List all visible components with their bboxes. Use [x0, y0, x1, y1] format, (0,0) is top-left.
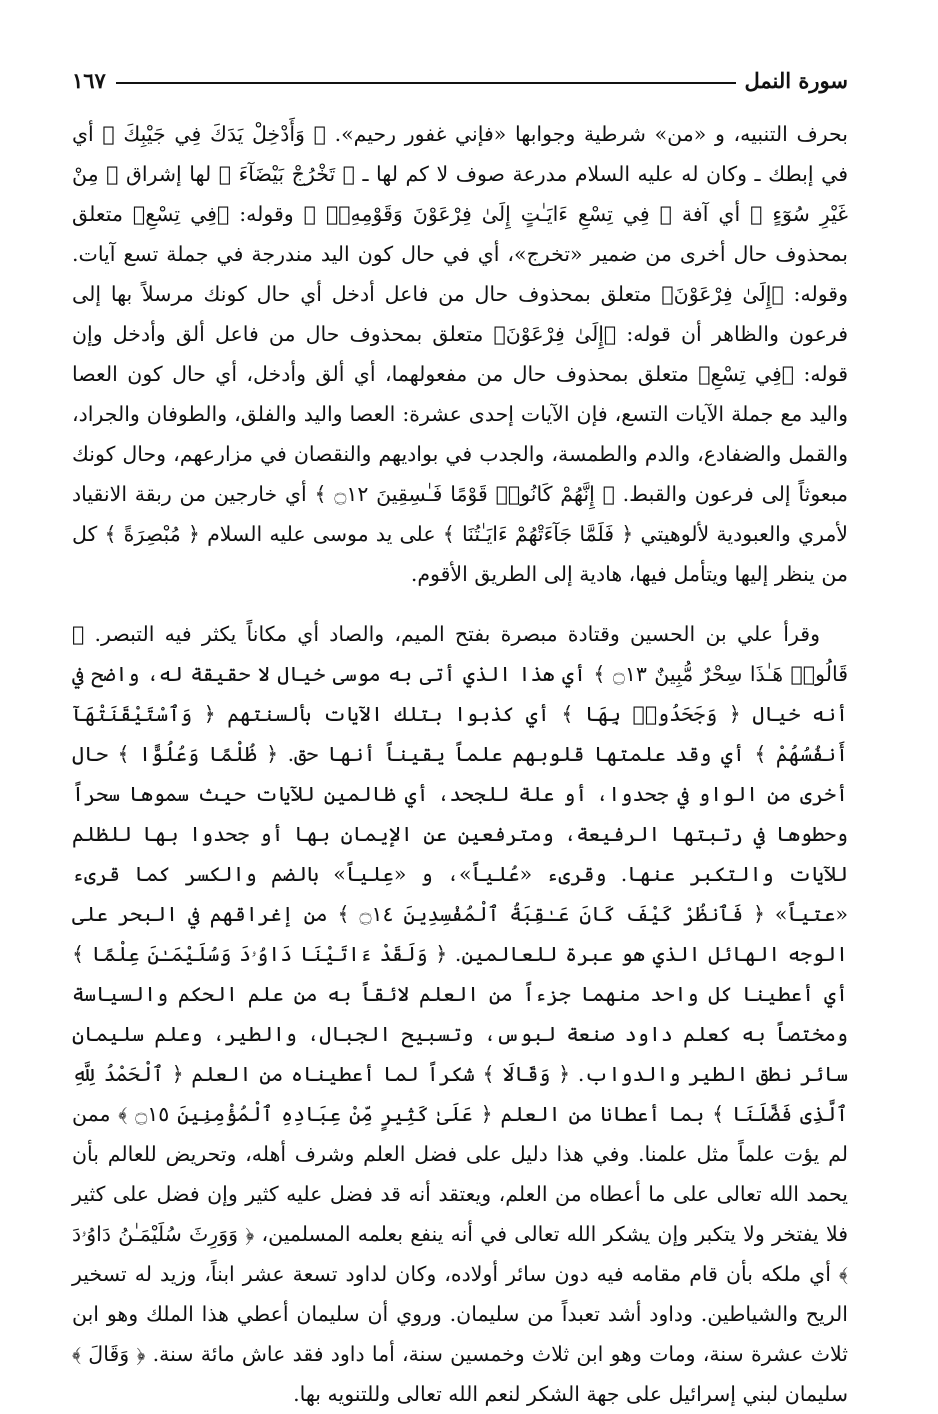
paragraph-2: وقرأ علي بن الحسين وقتادة مبصرة بفتح الميم، والصاد أي مكاناً يكثر فيه التبصر. ﴿ قَالُوا۟ هَـٰذَا سِحْرٌ مُّبِينٌ ۝١٣ ﴾ أي هذا الذي أتى به موسى خيال لا حقيقة له، واضح في أنه خيال ﴿ وَجَحَدُوا۟ بِهَا ﴾ أي كذبوا بتلك الآيات بألسنتهم ﴿ وَٱسْتَيْقَنَتْهَآ أَنفُسُهُمْ ﴾ أي وقد علمتها قلوبهم علماً يقيناً أنها حق. ﴿ ظُلْمًا وَعُلُوًّا ﴾ حال أخرى من الواو في جحدوا، أو علة للجحد، أي ظالمين للآيات حيث سموها سحراً وحطوها في رتبتها الرفيعة، ومترفعين عن الإيمان بها أو جحدوا بها للظلم للآيات والتكبر عنها. وقرىء «عُلياً»، و «عِلياً» بالضم والكسر كما قرىء «عتياً» ﴿ فَٱنظُرْ كَيْفَ كَانَ عَـٰقِبَةُ ٱلْمُفْسِدِينَ ۝١٤ ﴾ من إغراقهم في البحر على الوجه الهائل الذي هو عبرة للعالمين. ﴿ وَلَقَدْ ءَاتَيْنَا دَاوُۥدَ وَسُلَيْمَـٰنَ عِلْمًا ﴾ أي أعطينا كل واحد منهما جزءاً من العلم لائقاً به من علم الحكم والسياسة ومختصاً به كعلم داود صنعة لبوس، وتسبيح الجبال، والطير، وعلم سليمان سائر نطق الطير والدواب. ﴿ وَقَالَا ﴾ شكراً لما أعطيناه من العلم ﴿ ٱلْحَمْدُ لِلَّهِ ٱلَّذِى فَضَّلَنَا ﴾ بما أعطانا من العلم ﴿ عَلَىٰ كَثِيرٍ مِّنْ عِبَادِهِ ٱلْمُؤْمِنِينَ ۝١٥ ﴾ ممن لم يؤت علماً مثل علمنا. وفي هذا دليل على فضل العلم وشرف أهله، وتحريض للعالم بأن يحمد الله تعالى على ما أعطاه من العلم، ويعتقد أنه قد فضل عليه كثير وإن فضل على كثير فلا يفتخر ولا يتكبر وإن يشكر الله تعالى في أنه ينفع بعلمه المسلمين، ﴿ وَوَرِثَ سُلَيْمَـٰنُ دَاوُۥدَ ﴾ أي ملكه بأن قام مقامه فيه دون سائر أولاده، وكان لداود تسعة عشر ابناً، وزيد له تسخير الريح والشياطين. وداود أشد تعبداً من سليمان. وروي أن سليمان أعطي هذا الملك وهو ابن ثلاث عشرة سنة، ومات وهو ابن ثلاث وخمسين سنة، أما داود فقد عاش مائة سنة. ﴿ وَقَالَ ﴾ سليمان لبني إسرائيل على جهة الشكر لنعم الله تعالى وللتنويه بها.: [72, 622, 848, 1406]
page-number: ١٦٧: [72, 67, 106, 93]
page-header: [72, 62, 848, 98]
header-rule: [116, 82, 737, 84]
page-body: [72, 114, 848, 1414]
surah-title: سورة النمل: [744, 67, 848, 93]
paragraph-1: بحرف التنبيه، و «من» شرطية وجوابها «فإني غفور رحيم». ﴿ وَأَدْخِلْ يَدَكَ فِي جَيْبِكَ ﴾ أي في إبطك ـ وكان له عليه السلام مدرعة صوف لا كم لها ـ ﴿ تَخْرُجْ بَيْضَآءَ ﴾ لها إشراق ﴿ مِنْ غَيْرِ سُوٓءٍ ﴾ أي آفة ﴿ فِي تِسْعِ ءَايَـٰتٍ إِلَىٰ فِرْعَوْنَ وَقَوْمِهِۦٓ ﴾ وقوله: ﴿فِي تِسْعِ﴾ متعلق بمحذوف حال أخرى من ضمير «تخرج»، أي في حال كون اليد مندرجة في جملة تسع آيات. وقوله: ﴿إِلَىٰ فِرْعَوْنَ﴾ متعلق بمحذوف حال من فاعل أدخل أي حال كونك مرسلاً بها إلى فرعون والظاهر أن قوله: ﴿إِلَىٰ فِرْعَوْنَ﴾ متعلق بمحذوف حال من فاعل ألق وأدخل وإن قوله: ﴿فِي تِسْعِ﴾ متعلق بمحذوف حال من مفعولهما، أي ألق وأدخل، أي حال كون العصا واليد مع جملة الآيات التسع، فإن الآيات إحدى عشرة: العصا واليد والفلق، والطوفان والجراد، والقمل والضفادع، والدم والطمسة، والجدب في بواديهم والنقصان في مزارعهم، وحال كونك مبعوثاً إلى فرعون والقبط. ﴿ إِنَّهُمْ كَانُوا۟ قَوْمًا فَـٰسِقِينَ ۝١٢ ﴾ أي خارجين من ربقة الانقياد لأمري والعبودية لألوهيتي ﴿ فَلَمَّا جَآءَتْهُمْ ءَايَـٰتُنَا ﴾ على يد موسى عليه السلام ﴿ مُبْصِرَةً ﴾ كل من ينظر إليها ويتأمل فيها، هادية إلى الطريق الأقوم.: [72, 122, 848, 586]
